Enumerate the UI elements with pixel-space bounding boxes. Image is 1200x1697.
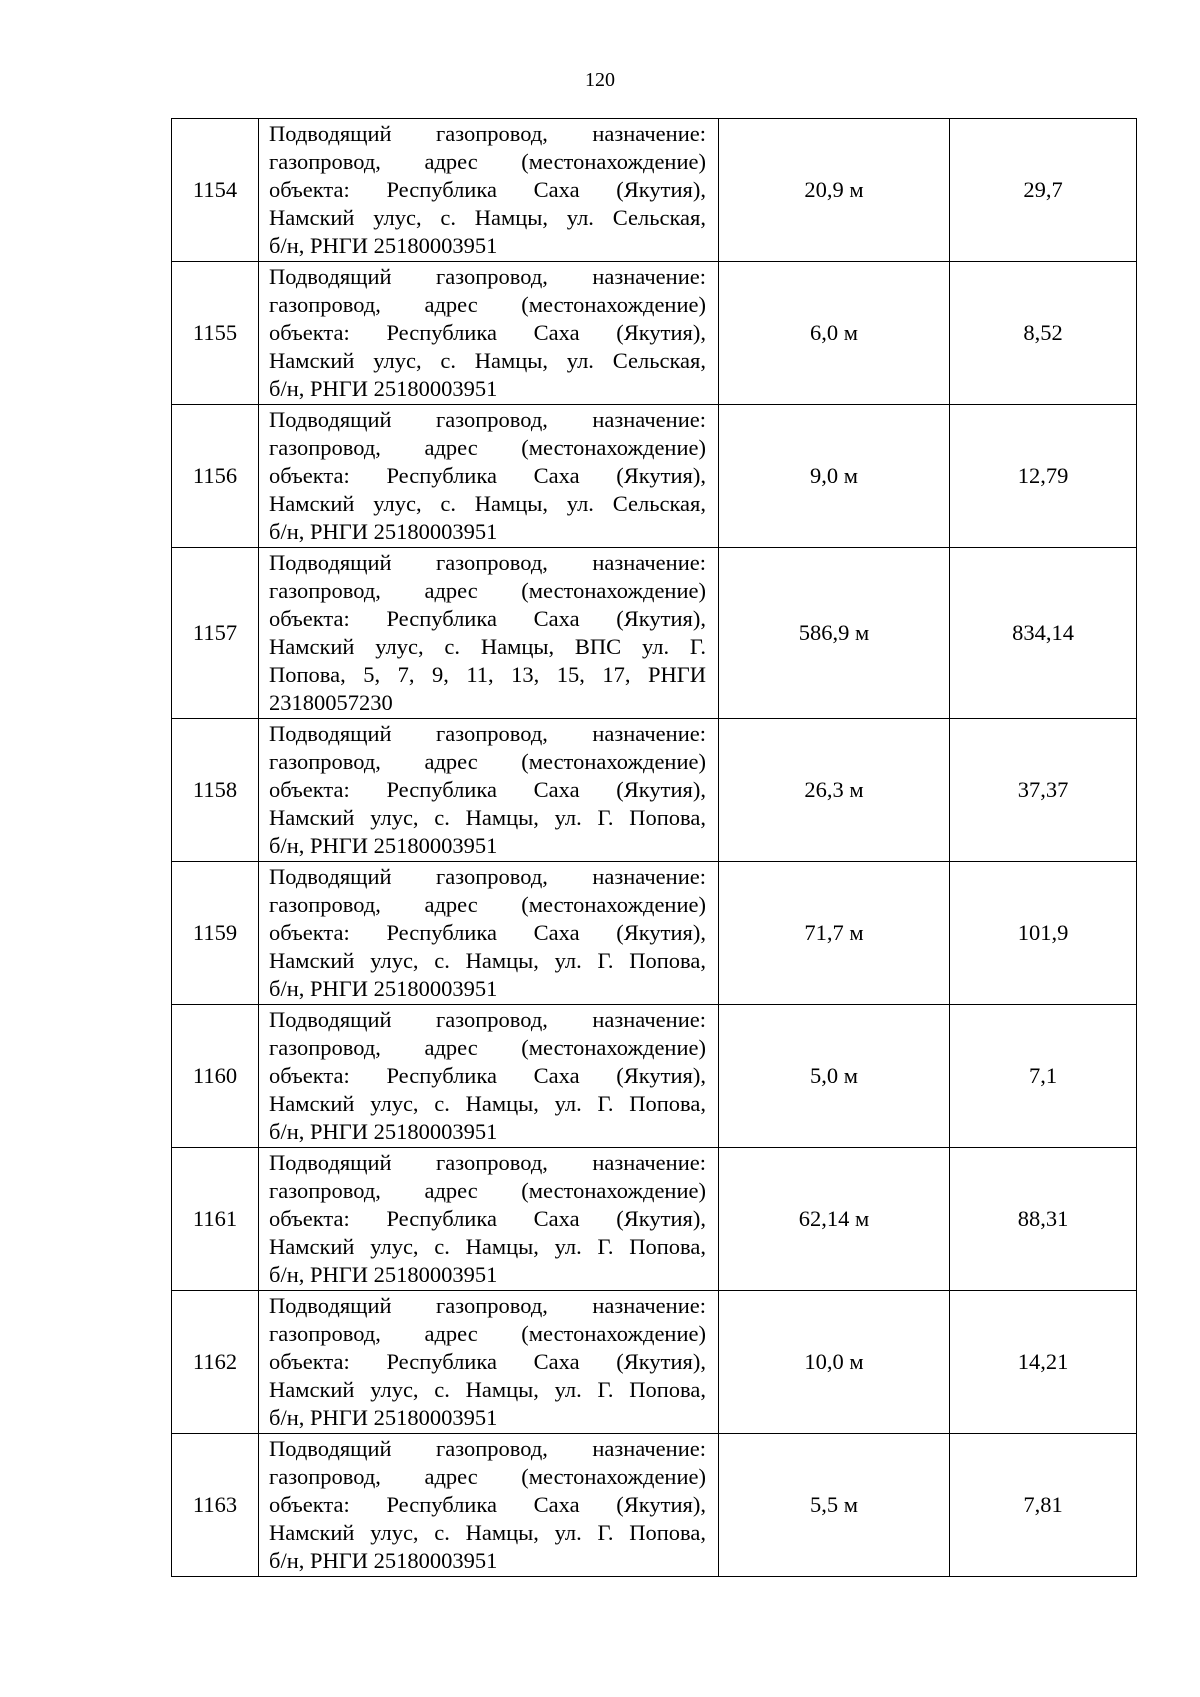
object-description <box>259 262 719 405</box>
object-length: 62,14 м <box>719 1148 950 1291</box>
row-number: 1161 <box>172 1148 259 1291</box>
description-line: Подводящий газопровод, назначение: <box>269 721 706 746</box>
object-value: 37,37 <box>950 719 1137 862</box>
row-number: 1156 <box>172 405 259 548</box>
description-line: объекта: Республика Саха (Якутия), <box>269 1492 706 1517</box>
description-line: Намский улус, с. Намцы, ул. Сельская, <box>269 491 706 516</box>
description-line: Попова, 5, 7, 9, 11, 13, 15, 17, РНГИ <box>269 662 706 687</box>
row-number: 1155 <box>172 262 259 405</box>
property-table <box>171 118 1137 1577</box>
object-value: 834,14 <box>950 548 1137 719</box>
description-line: б/н, РНГИ 25180003951 <box>269 519 498 544</box>
object-value: 12,79 <box>950 405 1137 548</box>
description-line: Намский улус, с. Намцы, ул. Г. Попова, <box>269 1091 706 1116</box>
table-row <box>172 1148 1137 1291</box>
description-line: Намский улус, с. Намцы, ул. Г. Попова, <box>269 1377 706 1402</box>
description-line: Намский улус, с. Намцы, ул. Сельская, <box>269 348 706 373</box>
table-row <box>172 719 1137 862</box>
table-row <box>172 1005 1137 1148</box>
description-line: б/н, РНГИ 25180003951 <box>269 976 498 1001</box>
table-row <box>172 405 1137 548</box>
description-line: б/н, РНГИ 25180003951 <box>269 233 498 258</box>
table-row <box>172 119 1137 262</box>
object-length: 20,9 м <box>719 119 950 262</box>
description-line: газопровод, адрес (местонахождение) <box>269 1321 706 1346</box>
object-description <box>259 405 719 548</box>
object-length: 26,3 м <box>719 719 950 862</box>
object-value: 14,21 <box>950 1291 1137 1434</box>
description-line: объекта: Республика Саха (Якутия), <box>269 606 706 631</box>
description-line: б/н, РНГИ 25180003951 <box>269 1262 498 1287</box>
description-line: Намский улус, с. Намцы, ул. Г. Попова, <box>269 1234 706 1259</box>
description-line: газопровод, адрес (местонахождение) <box>269 1178 706 1203</box>
row-number: 1162 <box>172 1291 259 1434</box>
description-line: б/н, РНГИ 25180003951 <box>269 833 498 858</box>
object-description <box>259 1005 719 1148</box>
object-value: 7,1 <box>950 1005 1137 1148</box>
object-length: 5,0 м <box>719 1005 950 1148</box>
table-row <box>172 262 1137 405</box>
description-line: Намский улус, с. Намцы, ВПС ул. Г. <box>269 634 706 659</box>
description-line: газопровод, адрес (местонахождение) <box>269 749 706 774</box>
object-length: 6,0 м <box>719 262 950 405</box>
description-line: Подводящий газопровод, назначение: <box>269 121 706 146</box>
table-row <box>172 862 1137 1005</box>
description-line: объекта: Республика Саха (Якутия), <box>269 1206 706 1231</box>
description-line: газопровод, адрес (местонахождение) <box>269 149 706 174</box>
description-line: Подводящий газопровод, назначение: <box>269 1436 706 1461</box>
object-length: 10,0 м <box>719 1291 950 1434</box>
object-value: 7,81 <box>950 1434 1137 1577</box>
description-line: объекта: Республика Саха (Якутия), <box>269 177 706 202</box>
object-description <box>259 548 719 719</box>
description-line: газопровод, адрес (местонахождение) <box>269 578 706 603</box>
table-row <box>172 1291 1137 1434</box>
description-line: Подводящий газопровод, назначение: <box>269 1150 706 1175</box>
table-row <box>172 1434 1137 1577</box>
description-line: Подводящий газопровод, назначение: <box>269 550 706 575</box>
description-line: объекта: Республика Саха (Якутия), <box>269 920 706 945</box>
object-description <box>259 862 719 1005</box>
table-row <box>172 548 1137 719</box>
object-description <box>259 719 719 862</box>
object-length: 5,5 м <box>719 1434 950 1577</box>
object-description <box>259 1434 719 1577</box>
description-line: газопровод, адрес (местонахождение) <box>269 1035 706 1060</box>
description-line: объекта: Республика Саха (Якутия), <box>269 777 706 802</box>
description-line: газопровод, адрес (местонахождение) <box>269 892 706 917</box>
description-line: Подводящий газопровод, назначение: <box>269 1293 706 1318</box>
table-body <box>172 119 1137 1577</box>
object-value: 8,52 <box>950 262 1137 405</box>
object-value: 88,31 <box>950 1148 1137 1291</box>
description-line: Намский улус, с. Намцы, ул. Г. Попова, <box>269 805 706 830</box>
description-line: объекта: Республика Саха (Якутия), <box>269 1063 706 1088</box>
row-number: 1160 <box>172 1005 259 1148</box>
object-value: 29,7 <box>950 119 1137 262</box>
description-line: объекта: Республика Саха (Якутия), <box>269 1349 706 1374</box>
row-number: 1163 <box>172 1434 259 1577</box>
row-number: 1158 <box>172 719 259 862</box>
description-line: Подводящий газопровод, назначение: <box>269 407 706 432</box>
description-line: Намский улус, с. Намцы, ул. Сельская, <box>269 205 706 230</box>
object-description <box>259 1291 719 1434</box>
description-line: Подводящий газопровод, назначение: <box>269 1007 706 1032</box>
description-line: Подводящий газопровод, назначение: <box>269 864 706 889</box>
description-line: б/н, РНГИ 25180003951 <box>269 1548 498 1573</box>
description-line: Намский улус, с. Намцы, ул. Г. Попова, <box>269 1520 706 1545</box>
description-line: газопровод, адрес (местонахождение) <box>269 292 706 317</box>
row-number: 1154 <box>172 119 259 262</box>
row-number: 1157 <box>172 548 259 719</box>
object-value: 101,9 <box>950 862 1137 1005</box>
object-length: 71,7 м <box>719 862 950 1005</box>
object-description <box>259 1148 719 1291</box>
description-line: б/н, РНГИ 25180003951 <box>269 1119 498 1144</box>
description-line: объекта: Республика Саха (Якутия), <box>269 320 706 345</box>
object-length: 9,0 м <box>719 405 950 548</box>
description-line: газопровод, адрес (местонахождение) <box>269 435 706 460</box>
description-line: б/н, РНГИ 25180003951 <box>269 1405 498 1430</box>
description-line: 23180057230 <box>269 690 393 715</box>
description-line: Намский улус, с. Намцы, ул. Г. Попова, <box>269 948 706 973</box>
description-line: объекта: Республика Саха (Якутия), <box>269 463 706 488</box>
object-length: 586,9 м <box>719 548 950 719</box>
page-number: 120 <box>585 69 615 91</box>
description-line: б/н, РНГИ 25180003951 <box>269 376 498 401</box>
description-line: Подводящий газопровод, назначение: <box>269 264 706 289</box>
description-line: газопровод, адрес (местонахождение) <box>269 1464 706 1489</box>
row-number: 1159 <box>172 862 259 1005</box>
object-description <box>259 119 719 262</box>
